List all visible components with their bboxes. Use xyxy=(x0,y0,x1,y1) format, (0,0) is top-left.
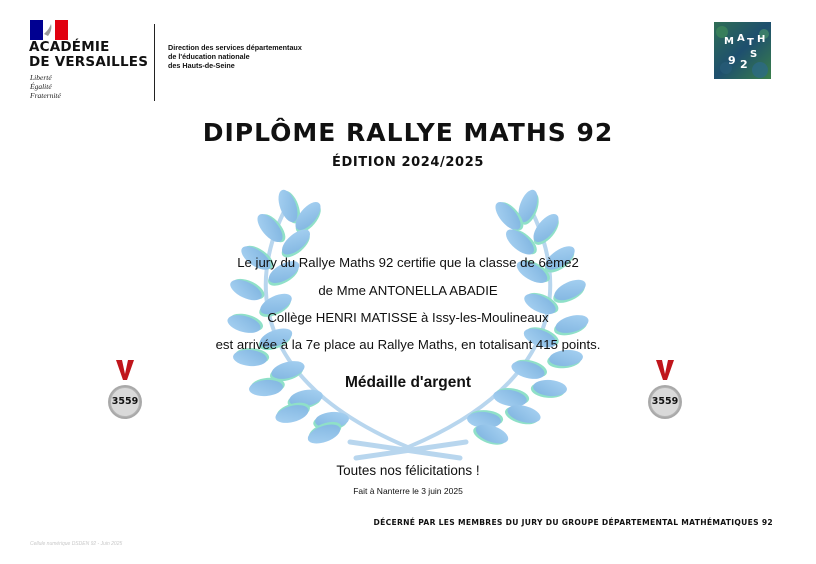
teacher-name: de Mme ANTONELLA ABADIE xyxy=(318,283,498,298)
direction-label xyxy=(168,43,302,70)
direction-line1: Direction des services départementaux xyxy=(168,43,302,52)
congratulations: Toutes nos félicitations ! xyxy=(336,463,480,478)
academy-line1: ACADÉMIE xyxy=(29,39,110,55)
edition-label: ÉDITION 2024/2025 xyxy=(332,155,484,170)
direction-line2: de l'éducation nationale xyxy=(168,52,250,61)
jury-statement: Le jury du Rallye Maths 92 certifie que la classe de 6ème2 xyxy=(237,255,579,270)
silver-medal-left xyxy=(105,360,145,426)
motto-egalite: Égalité xyxy=(30,82,52,91)
medal-label: Médaille d'argent xyxy=(345,374,471,391)
logo-letter-t: T xyxy=(747,37,754,48)
motto-liberte: Liberté xyxy=(30,73,52,82)
logo-letter-s: S xyxy=(750,49,758,60)
marianne-flag-icon xyxy=(30,20,68,40)
school-name: Collège HENRI MATISSE à Issy-les-Moulineaux xyxy=(267,310,549,325)
direction-line3: des Hauts-de-Seine xyxy=(168,61,235,70)
motto-fraternite: Fraternité xyxy=(30,91,61,100)
logo-letter-h: H xyxy=(757,34,766,45)
academy-line2: DE VERSAILLES xyxy=(29,54,149,70)
medal-number: 3559 xyxy=(651,396,679,407)
header-divider xyxy=(154,24,155,101)
ranking-statement: est arrivée à la 7e place au Rallye Maths, en totalisant 415 points. xyxy=(215,337,601,352)
maths-92-logo-icon xyxy=(714,22,771,79)
place-and-date: Fait à Nanterre le 3 juin 2025 xyxy=(353,486,463,496)
logo-digit-2: 2 xyxy=(740,58,748,71)
awarded-by: DÉCERNÉ PAR LES MEMBRES DU JURY DU GROUPE DÉPARTEMENTAL MATHÉMATIQUES 92 xyxy=(373,518,773,527)
ribbon-icon xyxy=(116,360,134,380)
logo-letter-m: M xyxy=(724,36,734,47)
silver-medal-right xyxy=(645,360,685,426)
ribbon-icon xyxy=(656,360,674,380)
academy-name xyxy=(29,40,148,70)
footer-note: Cellule numérique DSDEN 92 - Juin 2025 xyxy=(30,541,123,547)
diploma-title: DIPLÔME RALLYE MATHS 92 xyxy=(202,118,614,147)
medal-number: 3559 xyxy=(111,396,139,407)
republic-motto xyxy=(30,73,61,100)
logo-digit-9: 9 xyxy=(728,54,736,67)
logo-letter-a: A xyxy=(737,33,745,44)
